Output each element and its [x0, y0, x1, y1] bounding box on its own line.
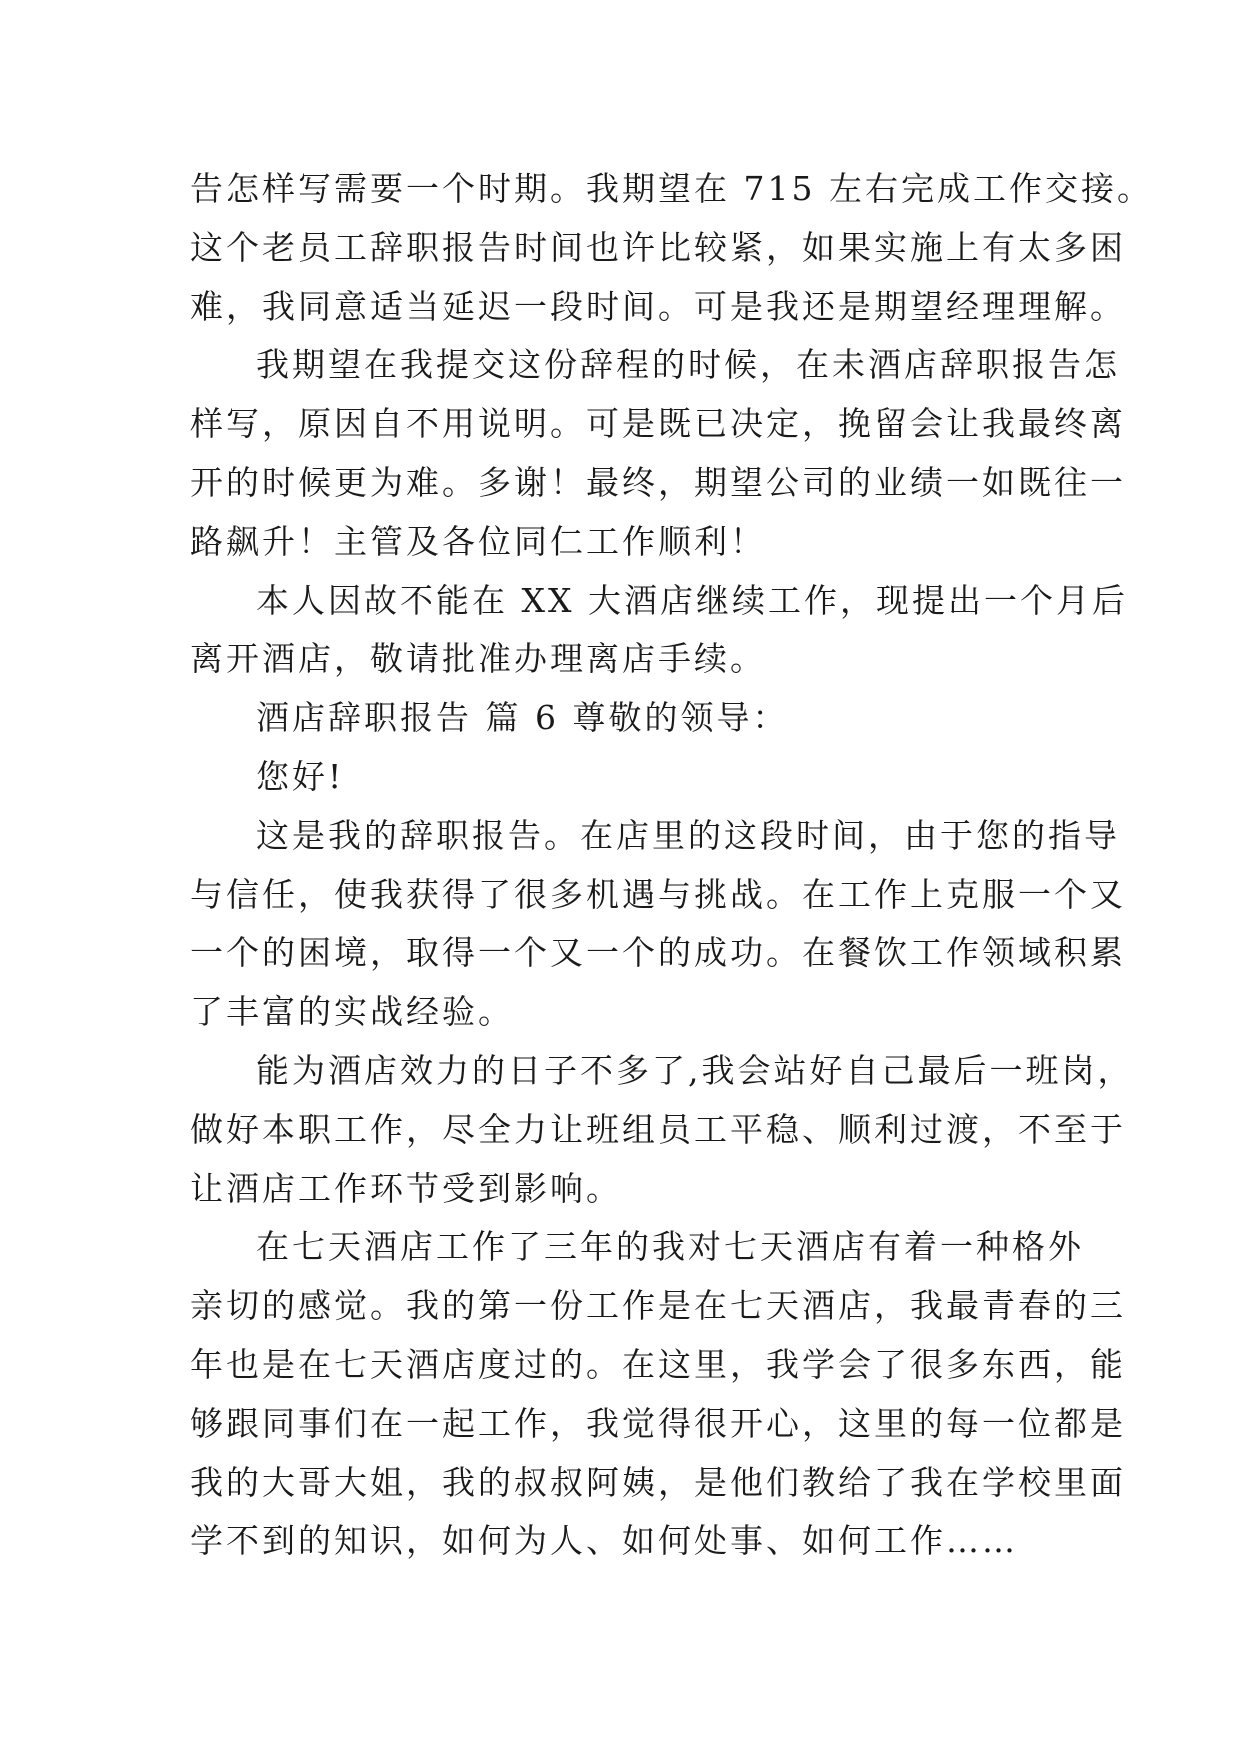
text-line: 一个的困境，取得一个又一个的成功。在餐饮工作领域积累 — [190, 933, 1126, 973]
text-line: 我的大哥大姐，我的叔叔阿姨，是他们教给了我在学校里面 — [190, 1462, 1126, 1502]
text-line: 让酒店工作环节受到影响。 — [190, 1168, 622, 1208]
text-line: 本人因故不能在 XX 大酒店继续工作，现提出一个月后 — [256, 580, 1128, 620]
document-body — [190, 160, 1153, 1571]
text-line: 学不到的知识，如何为人、如何处事、如何工作…… — [190, 1521, 1018, 1561]
text-line: 了丰富的实战经验。 — [190, 992, 514, 1032]
text-line: 开的时候更为难。多谢！最终，期望公司的业绩一如既往一 — [190, 462, 1126, 502]
text-line: 离开酒店，敬请批准办理离店手续。 — [190, 639, 766, 679]
text-line: 路飙升！主管及各位同仁工作顺利！ — [190, 521, 766, 561]
text-line: 这个老员工辞职报告时间也许比较紧，如果实施上有太多困 — [190, 227, 1126, 267]
text-line: 这是我的辞职报告。在店里的这段时间，由于您的指导 — [256, 815, 1120, 855]
text-line: 够跟同事们在一起工作，我觉得很开心，这里的每一位都是 — [190, 1403, 1126, 1443]
text-line: 能为酒店效力的日子不多了,我会站好自己最后一班岗， — [256, 1050, 1134, 1090]
text-line: 酒店辞职报告 篇 6 尊敬的领导： — [256, 698, 789, 738]
text-line: 您好! — [256, 756, 345, 796]
text-line: 难，我同意适当延迟一段时间。可是我还是期望经理理解。 — [190, 286, 1126, 326]
text-line: 年也是在七天酒店度过的。在这里，我学会了很多东西，能 — [190, 1344, 1126, 1384]
text-line: 亲切的感觉。我的第一份工作是在七天酒店，我最青春的三 — [190, 1286, 1126, 1326]
text-line: 与信任，使我获得了很多机遇与挑战。在工作上克服一个又 — [190, 874, 1126, 914]
text-line: 我期望在我提交这份辞程的时候，在未酒店辞职报告怎 — [256, 345, 1120, 385]
text-line: 样写，原因自不用说明。可是既已决定，挽留会让我最终离 — [190, 404, 1126, 444]
text-line: 在七天酒店工作了三年的我对七天酒店有着一种格外 — [256, 1227, 1084, 1267]
text-line: 做好本职工作，尽全力让班组员工平稳、顺利过渡，不至于 — [190, 1109, 1126, 1149]
text-line: 告怎样写需要一个时期。我期望在 715 左右完成工作交接。 — [190, 169, 1153, 208]
